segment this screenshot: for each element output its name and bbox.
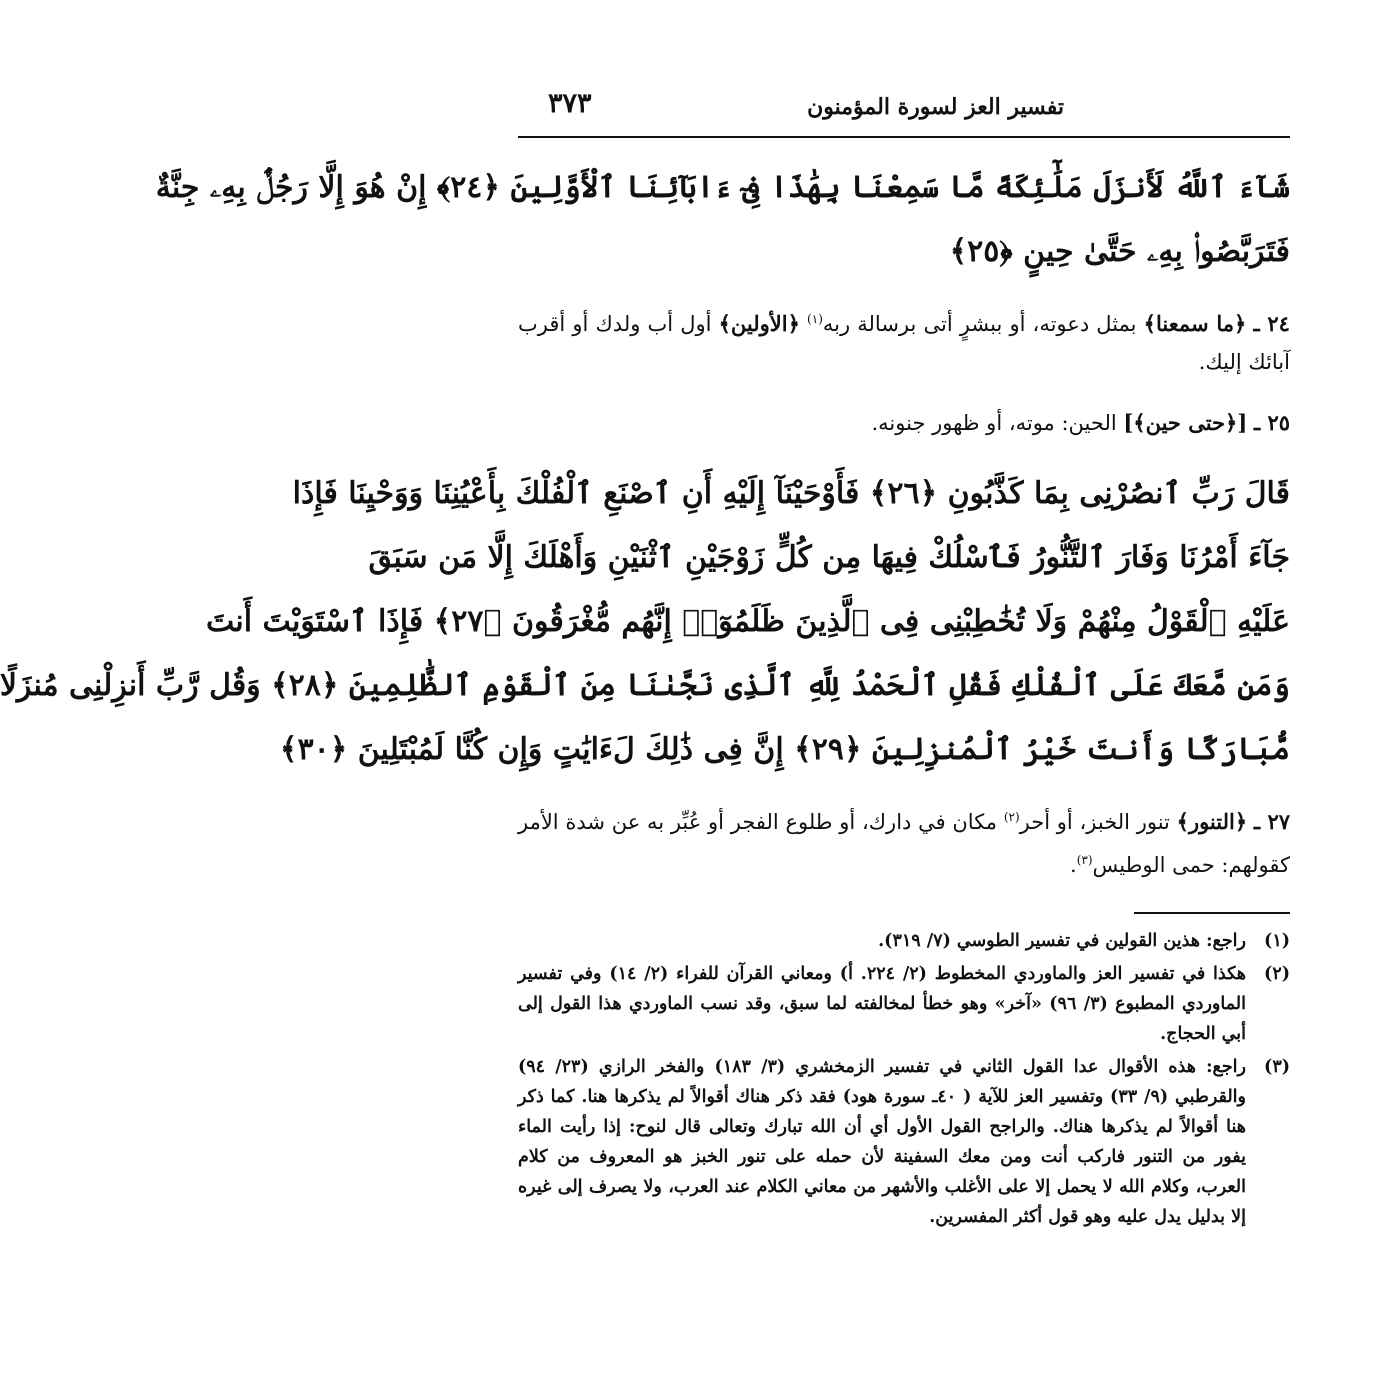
page-header	[518, 82, 1290, 138]
footnote-ref: (٢)	[1003, 810, 1020, 824]
footnote	[518, 1052, 1290, 1232]
footnote	[518, 926, 1290, 956]
quran-line: شَآءَ ٱللَّهُ لَأَنزَلَ مَلَٰٓئِكَةً مَّا سَمِعْنَا بِهَٰذَا فِىٓ ءَابَآئِنَا ٱلْأَوَّلِينَ ﴿٢٤﴾ إِنْ هُوَ إِلَّا رَجُلٌۢ بِهِۦ جِنَّةٌ	[155, 170, 1290, 205]
commentary-number: ٢٥ ـ	[1253, 410, 1290, 435]
quran-line: عَلَيْهِ ٱلْقَوْلُ مِنْهُمْ وَلَا تُخَٰطِبْنِى فِى ٱلَّذِينَ ظَلَمُوٓا۟ إِنَّهُم مُّغْرَقُونَ ﴿٢٧﴾ فَإِذَا ٱسْتَوَيْتَ أَنتَ	[205, 604, 1290, 639]
commentary-text: تنور الخبز، أو أحر	[1019, 810, 1170, 834]
commentary-number: ٢٧ ـ	[1253, 809, 1290, 834]
quran-line: مُّبَارَكًا وَأَنتَ خَيْرُ ٱلْمُنزِلِينَ ﴿٢٩﴾ إِنَّ فِى ذَٰلِكَ لَءَايَٰتٍ وَإِن كُنَّا لَمُبْتَلِينَ ﴿٣٠﴾	[279, 732, 1290, 767]
footnote-number: (٢)	[1264, 964, 1290, 984]
commentary-text: أول أب ولدك أو أقرب آبائك إليك.	[518, 312, 1290, 374]
footnote-number: (١)	[1264, 931, 1290, 951]
commentary-text: بمثل دعوته، أو ببشرٍ أتى برسالة ربه	[822, 312, 1137, 336]
footnote	[518, 959, 1290, 1049]
quran-line: قَالَ رَبِّ ٱنصُرْنِى بِمَا كَذَّبُونِ ﴿٢٦﴾ فَأَوْحَيْنَآ إِلَيْهِ أَنِ ٱصْنَعِ ٱلْفُلْكَ بِأَعْيُنِنَا وَوَحْيِنَا فَإِذَا	[292, 476, 1290, 511]
commentary-text: مكان في دارك، أو طلوع الفجر أو عُبِّر به عن شدة الأمر كقولهم: حمى الوطيس	[518, 810, 1290, 877]
commentary-term: ﴿التنور﴾	[1176, 809, 1248, 834]
quran-line: وَمَن مَّعَكَ عَلَى ٱلْفُلْكِ فَقُلِ ٱلْحَمْدُ لِلَّهِ ٱلَّذِى نَجَّىٰنَا مِنَ ٱلْقَوْمِ ٱلظَّٰلِمِينَ ﴿٢٨﴾ وَقُل رَّبِّ أَنزِلْنِى مُنزَلًا	[0, 668, 1290, 703]
footnote-ref: (١)	[807, 312, 823, 326]
commentary-verse-25	[518, 404, 1290, 442]
footnote-text: هكذا في تفسير العز والماوردي المخطوط (٢/ ٢٢٤. أ) ومعاني القرآن للفراء (٢/ ١٤) وفي تفسير الماوردي المطبوع (٣/ ٩٦) «آخر» وهو خطأ لمخالفته لما سبق، وقد نسب الماوردي هذا القول إلى أبي الحجاج.	[518, 964, 1247, 1044]
footnote-separator	[1134, 912, 1290, 914]
quran-line: جَآءَ أَمْرُنَا وَفَارَ ٱلتَّنُّورُ فَٱسْلُكْ فِيهَا مِن كُلٍّ زَوْجَيْنِ ٱثْنَيْنِ وَأَهْلَكَ إِلَّا مَن سَبَقَ	[368, 540, 1290, 575]
commentary-term: [﴿حتى حين﴾]	[1123, 410, 1248, 435]
commentary-term: ﴿الأولين﴾	[718, 311, 800, 336]
commentary-text: الحين: موته، أو ظهور جنونه.	[871, 411, 1117, 435]
commentary-term: ﴿ما سمعنا﴾	[1143, 311, 1247, 336]
running-title: تفسير العز لسورة المؤمنون	[807, 94, 1064, 120]
footnote-number: (٣)	[1264, 1057, 1290, 1077]
commentary-verse-24	[518, 300, 1290, 381]
footnotes	[518, 926, 1290, 1235]
quran-line: فَتَرَبَّصُوا۟ بِهِۦ حَتَّىٰ حِينٍ ﴿٢٥﴾	[949, 234, 1290, 269]
quran-verses-24-25	[155, 156, 1290, 284]
commentary-verse-27	[518, 798, 1290, 884]
commentary-number: ٢٤ ـ	[1253, 311, 1290, 336]
commentary-end: .	[1070, 853, 1077, 877]
footnote-text: راجع: هذه الأقوال عدا القول الثاني في تفسير الزمخشري (٣/ ١٨٣) والفخر الرازي (٢٣/ ٩٤) والقرطبي (٩/ ٣٣) وتفسير العز للآية ( ٤٠ـ سورة هود) فقد ذكر هناك أقوالاً لم يذكرها هنا. كما ذكر هنا أقوالاً لم يذكرها هناك. والراجح القول الأول أي أن الله تبارك وتعالى قال لنوح: إذا رأيت الماء يفور من التنور فاركب أنت ومن معك السفينة لأن حمله على تنور الخبز هو المعروف من كلام العرب، وكلام الله لا يحمل إلا على الأغلب والأشهر من معاني الكلام عند العرب، ولا يصرف إلى غيره إلا بدليل يدل عليه وهو قول أكثر المفسرين.	[518, 1057, 1246, 1227]
page-number: ٣٧٣	[548, 88, 592, 119]
footnote-text: راجع: هذين القولين في تفسير الطوسي (٧/ ٣١٩).	[878, 931, 1246, 951]
footnote-ref: (٣)	[1076, 853, 1093, 867]
quran-verses-26-30	[0, 462, 1290, 782]
